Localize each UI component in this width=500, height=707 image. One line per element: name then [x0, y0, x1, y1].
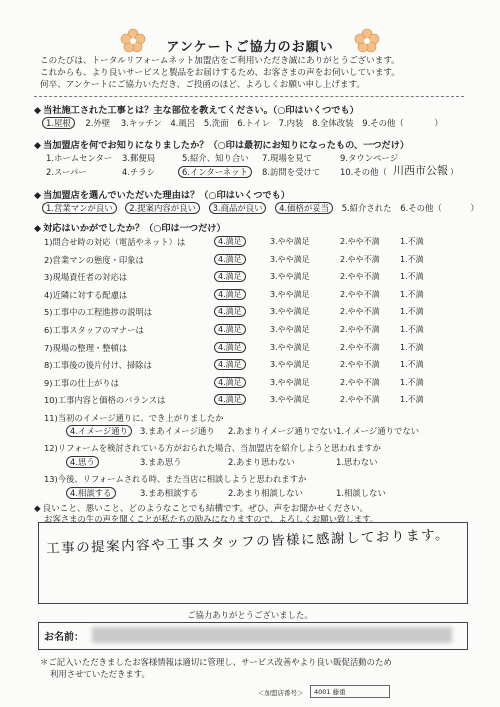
q13-option[interactable]: 3.まあ相談する: [140, 488, 199, 498]
q1-option[interactable]: 1.屋根: [42, 117, 75, 129]
q1-heading: ◆ 当社施工された工事とは？主な部位を教えてください。（○印はいくつでも）: [34, 105, 359, 116]
q1-option[interactable]: 7.内装: [278, 118, 304, 128]
q4-rating-option[interactable]: 2.やや不満: [340, 272, 380, 282]
q2-heading: ◆ 当加盟店を何でお知りになりましたか？（○印は最初にお知りになったもの、一つだけ）: [34, 140, 410, 151]
q4-rating-option[interactable]: 4.満足: [218, 342, 246, 353]
q4-rating-option[interactable]: 1.不満: [400, 325, 424, 334]
member-number: 4001 藤重: [310, 685, 390, 698]
q4-rating-option[interactable]: 1.不満: [400, 272, 424, 282]
q11-option[interactable]: 4.イメージ通り: [70, 425, 132, 437]
q4-rating-option[interactable]: 4.満足: [218, 306, 246, 317]
q4-rating-option[interactable]: 1.不満: [400, 377, 424, 387]
q4-rating-option[interactable]: 2.やや不満: [340, 289, 380, 299]
intro-line: これからも、より良いサービスと製品をお届けするため、お客さまの声をお伺いしています。: [40, 68, 400, 78]
q4-rating-option[interactable]: 4.満足: [218, 254, 246, 265]
q3-option[interactable]: 4.価格が妥当: [275, 202, 333, 214]
q4-rating-option[interactable]: 4.満足: [218, 271, 246, 282]
q12-option[interactable]: 3.まあ思う: [140, 457, 182, 467]
q1-option[interactable]: 4.風呂: [170, 118, 196, 128]
q2-option[interactable]: 10.その他（: [340, 167, 387, 177]
q2-option[interactable]: 5.紹介、知り合い: [182, 153, 249, 163]
thanks-text: ご協力ありがとうございました。: [187, 610, 313, 620]
q4-rating-option[interactable]: 2.やや不満: [340, 360, 380, 370]
q4-rating-option[interactable]: 2.やや不満: [340, 342, 380, 352]
q4-rating-option[interactable]: 4.満足: [218, 394, 246, 405]
q3-option[interactable]: 5.紹介された: [341, 203, 392, 213]
q1-option[interactable]: 3.キッチン: [120, 118, 162, 128]
q4-rating-option[interactable]: 4.満足: [218, 324, 246, 335]
intro-line: このたびは、トータルリフォームネット加盟店をご利用いただき誠にありがとうございます。: [40, 56, 400, 66]
q2-option[interactable]: 7.現場を見て: [262, 153, 312, 163]
q11-option[interactable]: 2.あまりイメージ通りでない: [228, 426, 337, 436]
q4-rating-option[interactable]: 3.やや満足: [270, 289, 310, 299]
q4-row-label: 10)工事内容と価格のバランスは: [44, 395, 166, 406]
q4-rating-option[interactable]: 1.不満: [400, 237, 424, 246]
q12-label: 12)リフォームを検討されている方がおられた場合、当加盟店を紹介しようと思われますか: [44, 443, 381, 453]
divider: [34, 96, 464, 97]
q2-option[interactable]: 6.インターネット: [182, 166, 252, 178]
q4-rating-option[interactable]: 1.不満: [400, 289, 424, 299]
q13-option[interactable]: 2.あまり相談しない: [228, 488, 303, 498]
q3-paren: ）: [470, 203, 479, 213]
q1-paren: ）: [434, 118, 443, 128]
member-label: ＜加盟店番号＞: [258, 689, 304, 697]
q4-rating-option[interactable]: 1.不満: [400, 360, 424, 370]
q1-option[interactable]: 8.全体改装: [312, 118, 354, 128]
q13-option[interactable]: 1.相談しない: [336, 488, 386, 498]
q3-option[interactable]: 6.その他（: [400, 203, 442, 213]
q4-row-label: 3)現場責任者の対応は: [44, 272, 128, 283]
q1-options: [46, 117, 443, 129]
q4-rating-option[interactable]: 3.やや満足: [270, 272, 310, 282]
q4-rating-option[interactable]: 2.やや不満: [340, 395, 380, 405]
q12-option[interactable]: 4.思う: [70, 456, 99, 468]
q4-row-label: 2)営業マンの態度・印象は: [44, 254, 144, 265]
q4-rating-option[interactable]: 3.やや満足: [270, 237, 310, 246]
redacted-name: [92, 627, 452, 643]
q2-option[interactable]: 2.スーパー: [46, 167, 87, 177]
q1-option[interactable]: 6.トイレ: [237, 118, 270, 128]
q4-row-label: 8)工事後の後片付け、掃除は: [44, 360, 152, 371]
q3-heading: ◆ 当加盟店を選んでいただいた理由は？（○印はいくつでも）: [34, 190, 290, 201]
footer-note: 利用させていただきます。: [50, 669, 150, 679]
q2-option[interactable]: 3.郵便局: [122, 153, 156, 163]
q12-option[interactable]: 1.思わない: [336, 457, 378, 467]
q4-rating-option[interactable]: 3.やや満足: [270, 377, 310, 387]
q11-option[interactable]: 1.イメージ通りでない: [336, 426, 420, 436]
q4-rating-option[interactable]: 2.やや不満: [340, 377, 380, 387]
q4-rating-option[interactable]: 2.やや不満: [340, 237, 380, 246]
q4-rating-option[interactable]: 4.満足: [218, 236, 246, 247]
q3-option[interactable]: 1.営業マンが良い: [42, 202, 117, 214]
q4-rating-option[interactable]: 2.やや不満: [340, 254, 380, 264]
q4-row-label: 9)工事の仕上がりは: [44, 377, 119, 388]
q3-option[interactable]: 2.提案内容が良い: [125, 202, 200, 214]
comment-handwritten: 工事の提案内容や工事スタッフの皆様に感謝しております。: [45, 526, 451, 558]
q12-option[interactable]: 2.あまり思わない: [228, 457, 295, 467]
q4-rating-option[interactable]: 2.やや不満: [340, 307, 380, 317]
q11-option[interactable]: 3.まあイメージ通り: [140, 426, 215, 436]
q4-rating-option[interactable]: 3.やや満足: [270, 307, 310, 317]
q4-heading: ◆ 対応はいかがでしたか？（○印は一つだけ）: [34, 223, 226, 234]
q4-rating-option[interactable]: 4.満足: [218, 289, 246, 300]
q4-row-label: 6)工事スタッフのマナーは: [44, 325, 144, 335]
q4-rating-option[interactable]: 1.不満: [400, 254, 424, 264]
q2-option[interactable]: 9.タウンページ: [340, 153, 399, 163]
q4-row-label: 4)近隣に対する配慮は: [44, 289, 128, 300]
q4-rating-option[interactable]: 3.やや満足: [270, 395, 310, 405]
q1-option[interactable]: 9.その他（: [362, 118, 404, 128]
q4-rating-option[interactable]: 2.やや不満: [340, 325, 380, 334]
q2-other-handwritten: 川西市公報: [393, 164, 448, 177]
q3-options: [46, 202, 479, 214]
page-title: アンケートご協力のお願い: [166, 40, 334, 55]
q2-paren: ）: [450, 167, 459, 177]
footer-note: ＊ご記入いただきましたお客様情報は適切に管理し、サービス改善やより良い販促活動のため: [40, 657, 392, 667]
q11-label: 11)当初のイメージ通りに、でき上がりましたか: [44, 413, 224, 423]
q4-rating-option[interactable]: 1.不満: [400, 342, 424, 352]
q1-option[interactable]: 5.洗面: [203, 118, 229, 128]
q4-rating-option[interactable]: 3.やや満足: [270, 360, 310, 370]
q4-rating-option[interactable]: 3.やや満足: [270, 342, 310, 352]
q1-option[interactable]: 2.外壁: [85, 118, 111, 128]
intro-line: 何卒、アンケートにご協力いただき、ご投函のほど、よろしくお願い申し上げます。: [40, 80, 366, 90]
q2-option[interactable]: 8.訪問を受けて: [262, 167, 321, 177]
q13-label: 13)今後、リフォームされる時、また当店に相談しようと思われますか: [44, 474, 307, 484]
q3-option[interactable]: 3.商品が良い: [209, 202, 267, 214]
q2-option[interactable]: 1.ホームセンター: [46, 153, 113, 163]
q4-rating-option[interactable]: 3.やや満足: [270, 254, 310, 264]
q4-rating-option[interactable]: 4.満足: [218, 359, 246, 370]
q4-rating-option[interactable]: 1.不満: [400, 307, 424, 317]
q13-option[interactable]: 4.相談する: [70, 487, 116, 499]
q4-row-label: 7)現場の整理・整頓は: [44, 342, 128, 353]
q4-rating-option[interactable]: 1.不満: [400, 395, 424, 405]
comment-prompt: お客さまの生の声を聞くことが私たちの励みになりますので、よろしくお願い致します。: [44, 514, 379, 524]
q4-row-label: 1)問合せ時の対応（電話やネット）は: [44, 237, 186, 247]
comment-prompt: ◆ 良いこと、悪いこと、どのようなことでも結構です。ぜひ、声をお聞かせください。: [34, 504, 369, 514]
q4-row-label: 5)工事中の工程進捗の説明は: [44, 307, 153, 318]
name-label: お名前：: [44, 632, 84, 643]
q4-rating-option[interactable]: 4.満足: [218, 377, 246, 388]
q4-rating-option[interactable]: 3.やや満足: [270, 325, 310, 334]
q2-option[interactable]: 4.チラシ: [122, 167, 156, 177]
